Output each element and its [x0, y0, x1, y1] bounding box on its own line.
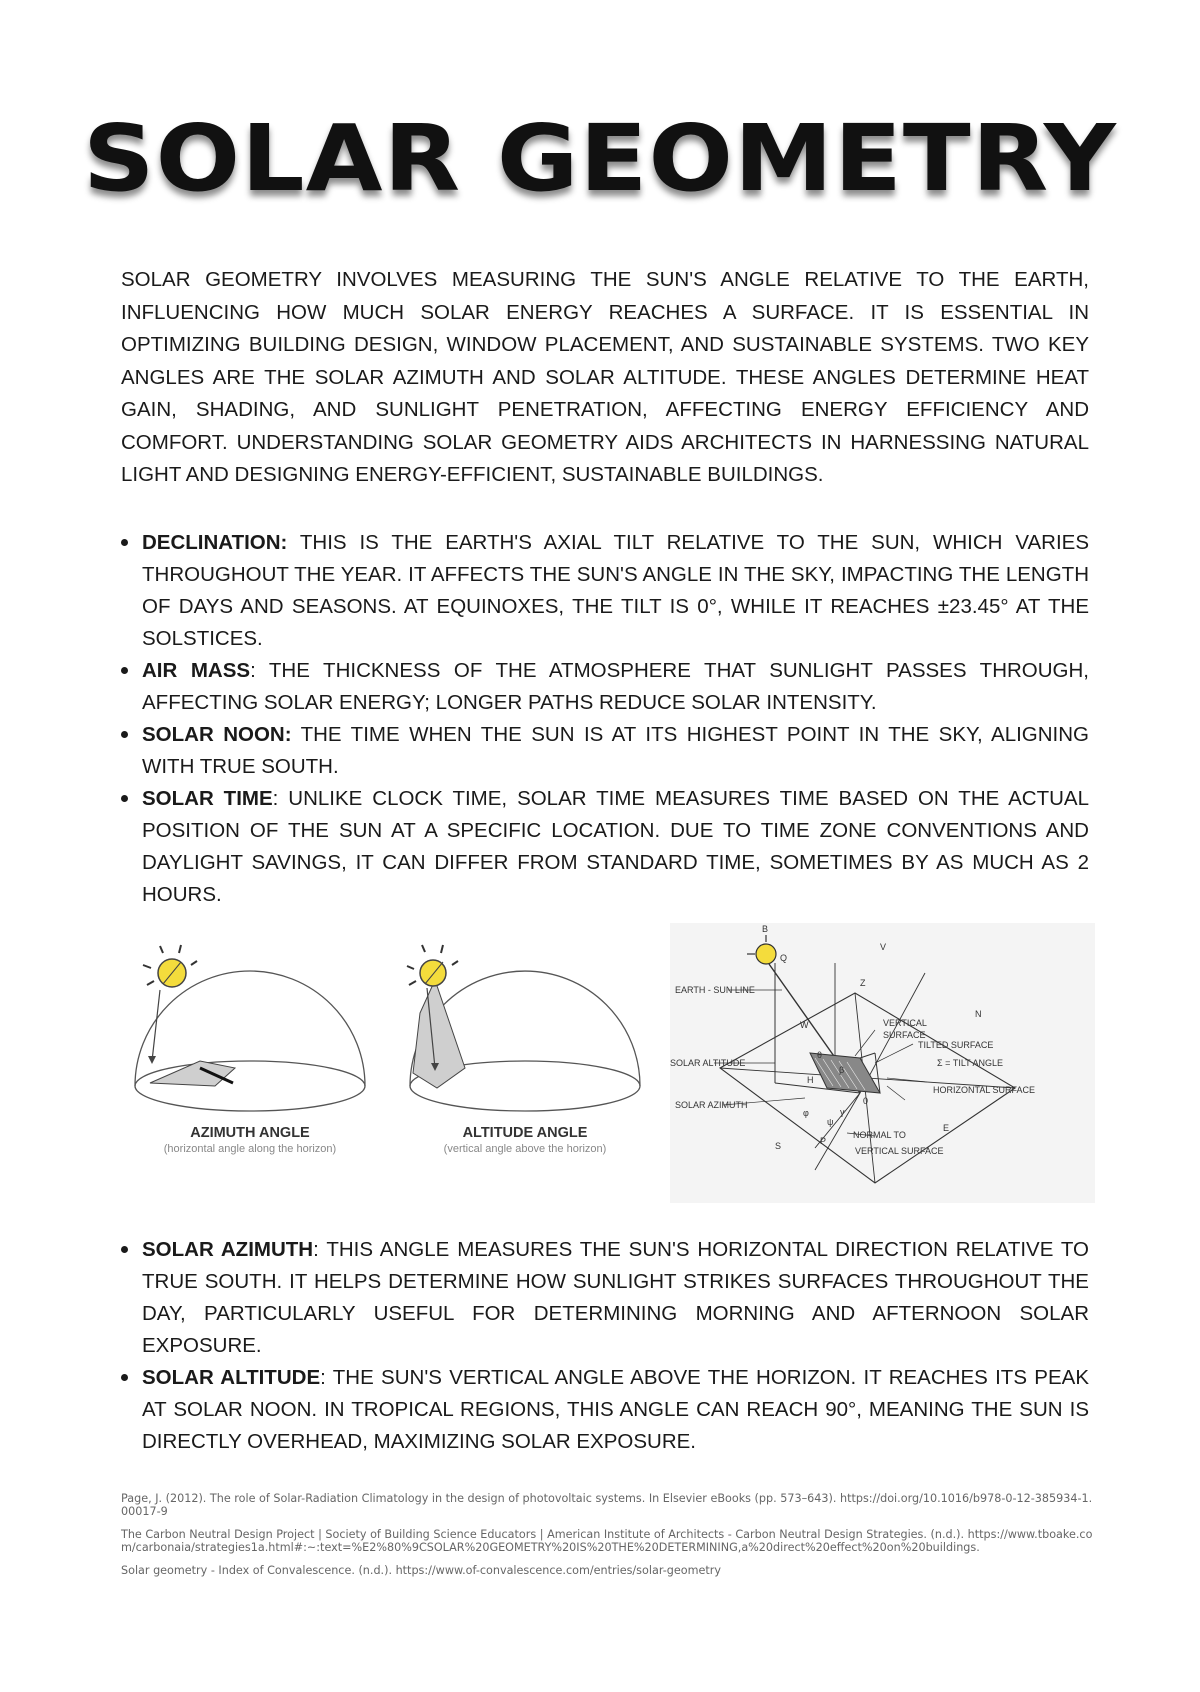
term-solar-noon: SOLAR NOON:: [142, 723, 292, 746]
definition-text: : THE THICKNESS OF THE ATMOSPHERE THAT SUNLIGHT PASSES THROUGH, AFFECTING SOLAR ENERGY; LONGER PATHS REDUCE SOLAR INTENSITY.: [142, 659, 1089, 714]
diagram-letter-gamma: γ: [840, 1107, 845, 1117]
diagram-vertical-surface: VERTICAL SURFACE: [855, 1146, 944, 1156]
term-solar-azimuth: SOLAR AZIMUTH: [142, 1238, 314, 1261]
diagram-letter-z: Z: [860, 978, 866, 988]
term-air-mass: AIR MASS: [142, 659, 251, 682]
diagram-normal-to: NORMAL TO: [853, 1130, 906, 1140]
list-item-solar-time: [121, 783, 1089, 911]
altitude-caption: (vertical angle above the horizon): [443, 1143, 607, 1155]
definition-text: THE TIME WHEN THE SUN IS AT ITS HIGHEST POINT IN THE SKY, ALIGNING WITH TRUE SOUTH.: [142, 723, 1089, 778]
solar-angles-figure: [115, 918, 1095, 1208]
diagram-letter-psi: ψ: [827, 1117, 834, 1127]
diagram-surface: SURFACE: [883, 1030, 926, 1040]
term-solar-altitude: SOLAR ALTITUDE: [142, 1366, 321, 1389]
list-item-solar-azimuth: [121, 1234, 1089, 1362]
diagram-letter-h: H: [807, 1075, 814, 1085]
diagram-letter-w: W: [800, 1020, 809, 1030]
diagram-letter-q: Q: [780, 953, 788, 963]
list-item-solar-altitude: [121, 1362, 1089, 1458]
definition-text: : THIS ANGLE MEASURES THE SUN'S HORIZONTAL DIRECTION RELATIVE TO TRUE SOUTH. IT HELPS DETERMINE HOW SUNLIGHT STRIKES SURFACES THROUGHOUT THE DAY, PARTICULARLY USEFUL FOR DETERMINING MORNING AND AFTERNOON SOLAR EXPOSURE.: [142, 1238, 1090, 1357]
definition-text: THIS IS THE EARTH'S AXIAL TILT RELATIVE TO THE SUN, WHICH VARIES THROUGHOUT THE YEAR. IT AFFECTS THE SUN'S ANGLE IN THE SKY, IMPACTING THE LENGTH OF DAYS AND SEASONS. AT EQUINOXES, THE TILT IS 0°, WHILE IT REACHES ±23.45° AT THE SOLSTICES.: [142, 531, 1089, 650]
diagram-letter-theta: θ: [817, 1050, 823, 1060]
diagram-tilt-angle: Σ = TILT ANGLE: [937, 1058, 1004, 1068]
list-item-solar-noon: [121, 719, 1089, 783]
diagram-letter-o: 0: [863, 1096, 869, 1106]
definition-list-2: [121, 1234, 1089, 1458]
reference-2: The Carbon Neutral Design Project | Society of Building Science Educators | American Institute of Architects - Carbon Neutral Design Strategies. (n.d.). https://www.tboake.com/carbonaia/strategies1a.html#:~:text=%E2%80%9CSOLAR%20GEOMETRY%20IS%20THE%20DETERMINING,a%20direct%20effect%20on%20buildings.: [121, 1528, 1093, 1554]
diagram-solar-altitude: SOLAR ALTITUDE: [670, 1058, 746, 1068]
definition-text: : UNLIKE CLOCK TIME, SOLAR TIME MEASURES TIME BASED ON THE ACTUAL POSITION OF THE SUN AT A SPECIFIC LOCATION. DUE TO TIME ZONE CONVENTIONS AND DAYLIGHT SAVINGS, IT CAN DIFFER FROM STANDARD TIME, SOMETIMES BY AS MUCH AS 2 HOURS.: [142, 787, 1089, 906]
references: [121, 1492, 1096, 1587]
diagram-letter-v: V: [880, 942, 887, 952]
altitude-dome-drawing: [407, 945, 640, 1155]
diagram-letter-e: E: [943, 1123, 950, 1133]
definition-list-1: [121, 527, 1089, 911]
azimuth-label: AZIMUTH ANGLE: [190, 1125, 310, 1141]
reference-3: Solar geometry - Index of Convalescence. (n.d.). https://www.of-convalescence.com/entries/solar-geometry: [121, 1564, 721, 1577]
diagram-vertical: VERTICAL: [883, 1018, 927, 1028]
diagram-earth-sun-line: EARTH - SUN LINE: [675, 985, 755, 995]
diagram-sun-label: B: [762, 924, 769, 934]
definition-text: : THE SUN'S VERTICAL ANGLE ABOVE THE HORIZON. IT REACHES ITS PEAK AT SOLAR NOON. IN TROPICAL REGIONS, THIS ANGLE CAN REACH 90°, MEANING THE SUN IS DIRECTLY OVERHEAD, MAXIMIZING SOLAR EXPOSURE.: [142, 1366, 1089, 1453]
term-declination: DECLINATION:: [142, 531, 288, 554]
diagram-letter-n: N: [975, 1009, 982, 1019]
reference-1: Page, J. (2012). The role of Solar-Radiation Climatology in the design of photovoltaic systems. In Elsevier eBooks (pp. 573–643). https://doi.org/10.1016/b978-0-12-385934-1.00017-9: [121, 1492, 1093, 1518]
solar-geometry-diagram: [670, 923, 1095, 1203]
azimuth-dome-drawing: [135, 945, 365, 1155]
diagram-tilted-surface: TILTED SURFACE: [918, 1040, 994, 1050]
diagram-letter-s: S: [775, 1141, 782, 1151]
diagram-letter-beta: β: [839, 1065, 845, 1075]
diagram-horizontal-surface: HORIZONTAL SURFACE: [933, 1085, 1036, 1095]
list-item-declination: [121, 527, 1089, 655]
diagram-letter-phi: φ: [803, 1108, 809, 1118]
azimuth-caption: (horizontal angle along the horizon): [163, 1143, 337, 1155]
intro-paragraph: SOLAR GEOMETRY INVOLVES MEASURING THE SUN'S ANGLE RELATIVE TO THE EARTH, INFLUENCING HOW MUCH SOLAR ENERGY REACHES A SURFACE. IT IS ESSENTIAL IN OPTIMIZING BUILDING DESIGN, WINDOW PLACEMENT, AND SUSTAINABLE SYSTEMS. TWO KEY ANGLES ARE THE SOLAR AZIMUTH AND SOLAR ALTITUDE. THESE ANGLES DETERMINE HEAT GAIN, SHADING, AND SUNLIGHT PENETRATION, AFFECTING ENERGY EFFICIENCY AND COMFORT. UNDERSTANDING SOLAR GEOMETRY AIDS ARCHITECTS IN HARNESSING NATURAL LIGHT AND DESIGNING ENERGY-EFFICIENT, SUSTAINABLE BUILDINGS.: [121, 268, 1089, 486]
diagram-solar-azimuth: SOLAR AZIMUTH: [675, 1100, 748, 1110]
term-solar-time: SOLAR TIME: [142, 787, 273, 810]
list-item-air-mass: [121, 655, 1089, 719]
diagram-letter-p: P: [820, 1136, 827, 1146]
solar-angles-illustration: [115, 918, 1095, 1208]
page-title: SOLAR GEOMETRY: [83, 105, 1117, 212]
altitude-label: ALTITUDE ANGLE: [462, 1125, 588, 1141]
